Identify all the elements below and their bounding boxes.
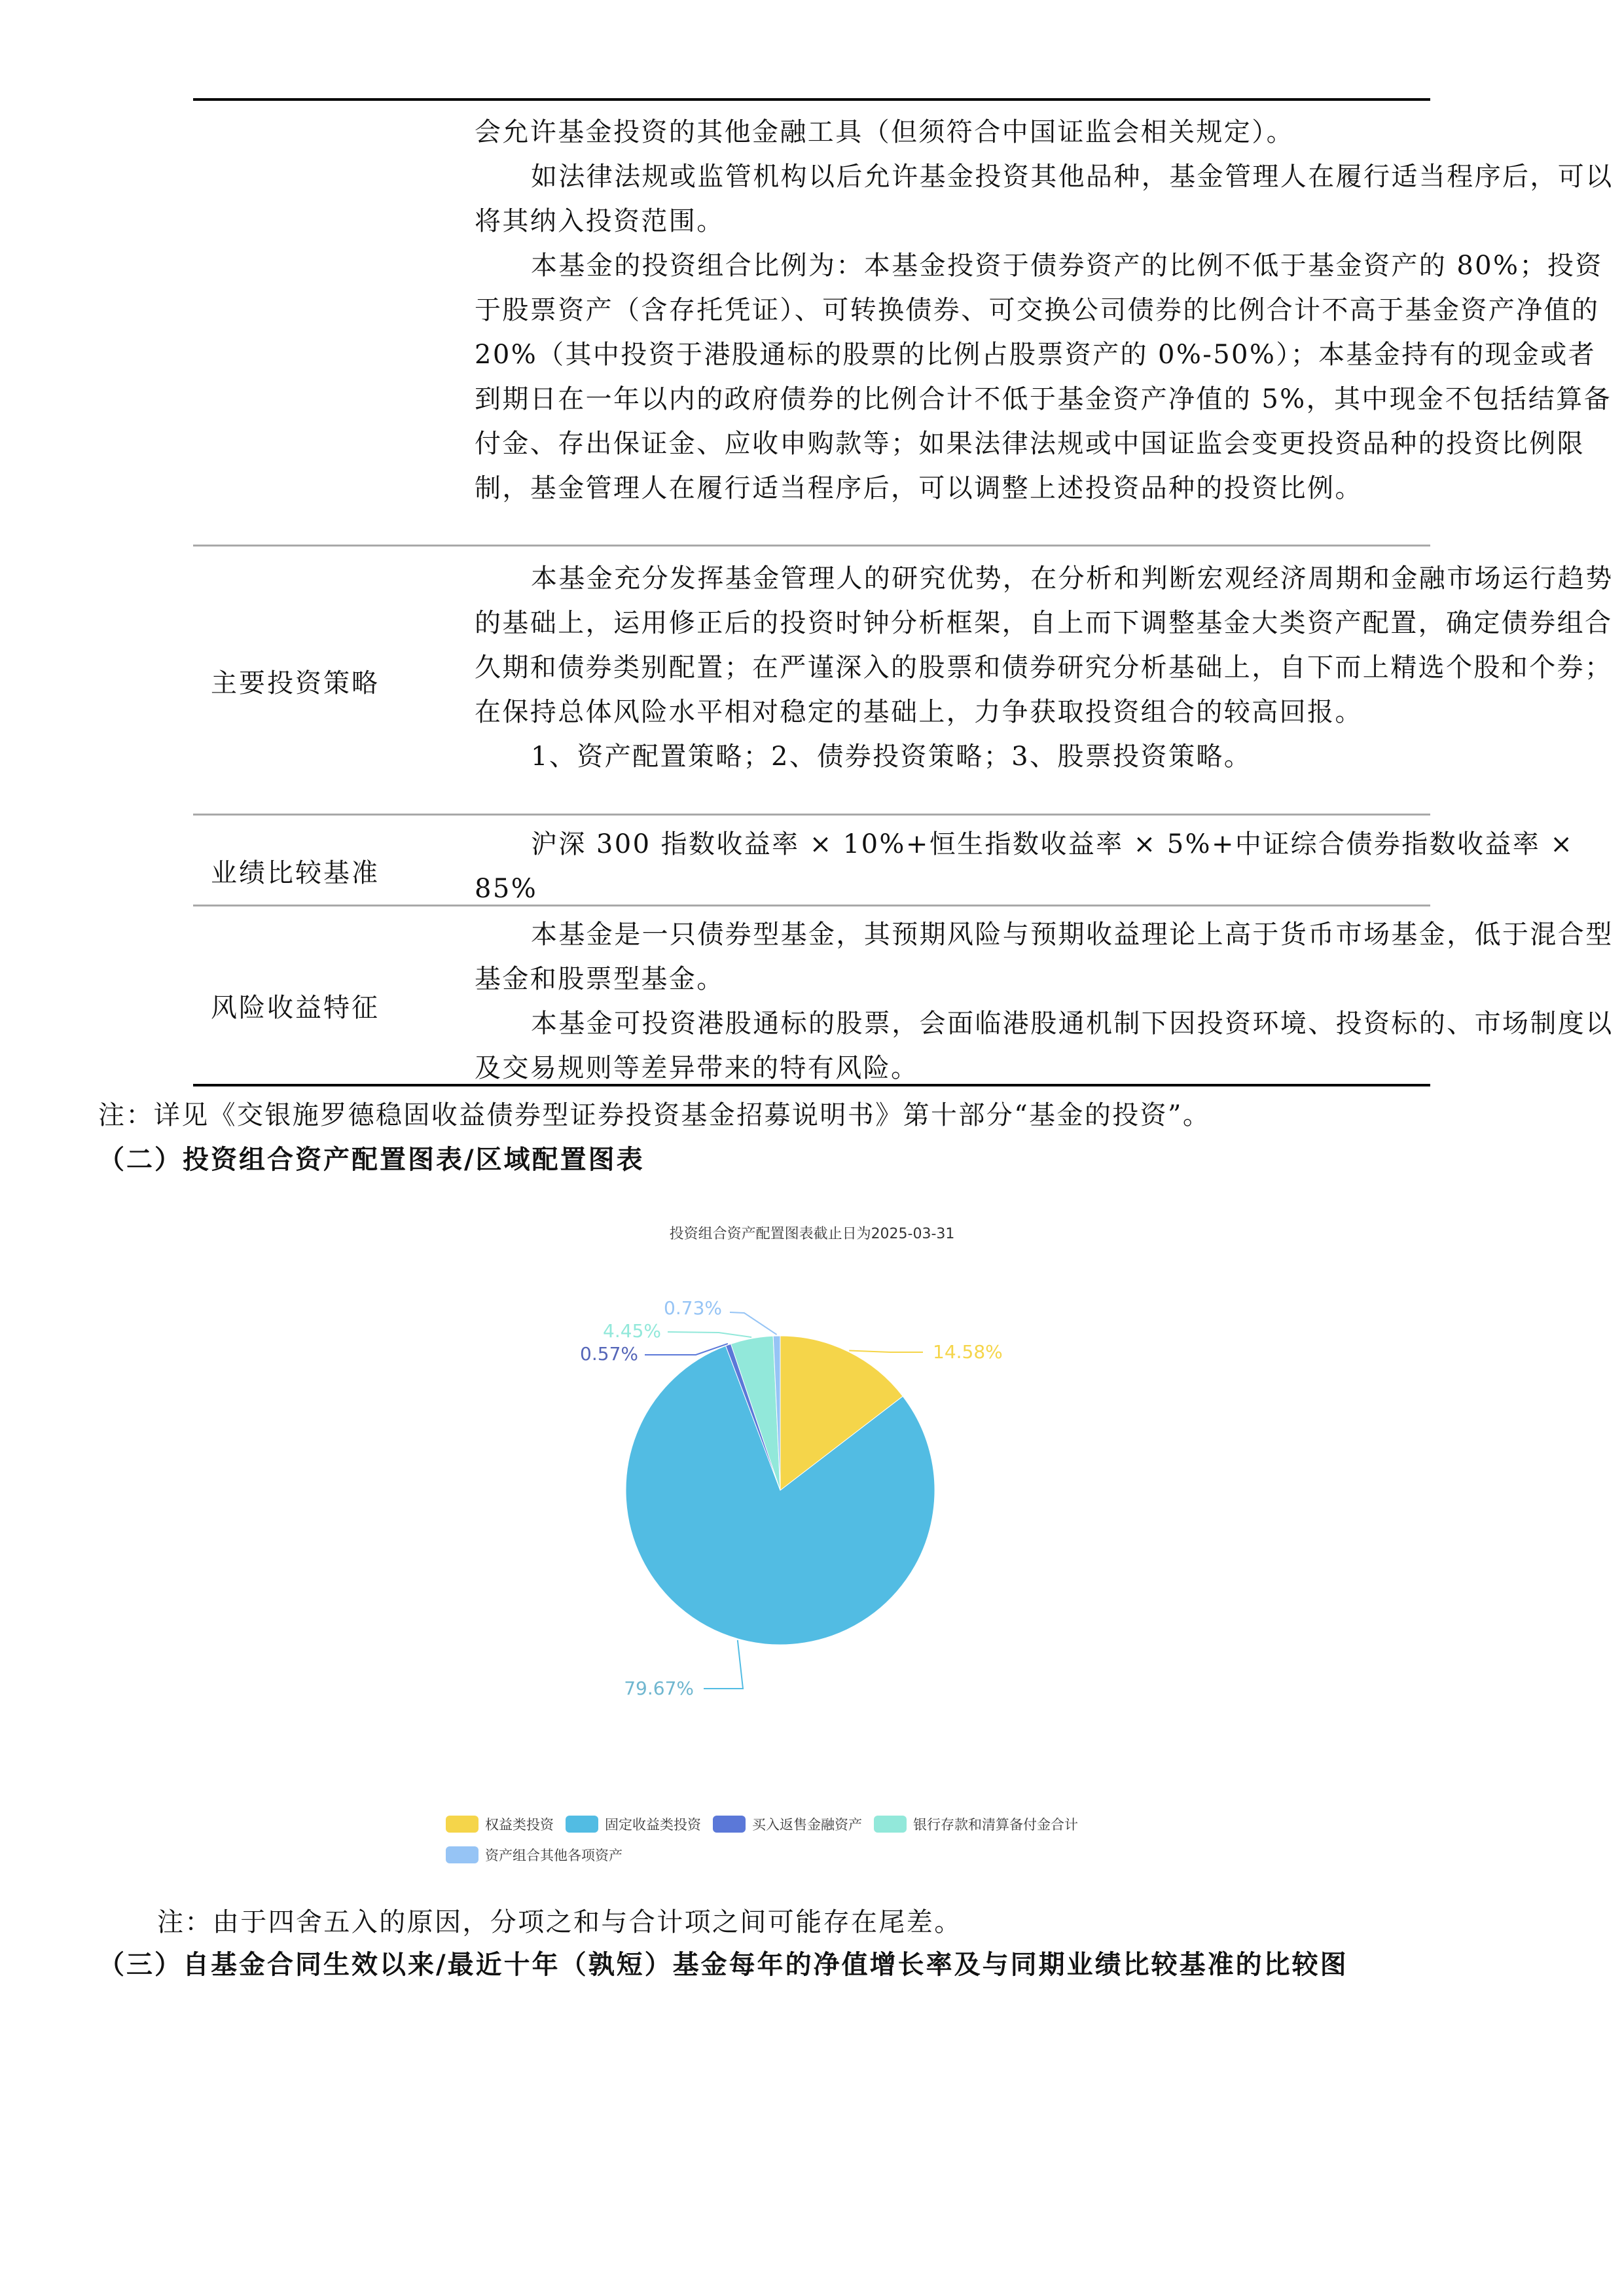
legend-swatch-icon [874, 1816, 907, 1833]
legend-swatch-icon [446, 1816, 478, 1833]
slice-percent-label: 4.45% [603, 1320, 661, 1342]
leader-line [730, 1312, 777, 1335]
section-heading-nav-growth: （三）自基金合同生效以来/最近十年（孰短）基金每年的净值增长率及与同期业绩比较基准的比较图 [98, 1950, 1348, 1980]
paragraph: 本基金的投资组合比例为：本基金投资于债券资产的比例不低于基金资产的 80%；投资于股票资产（含存托凭证）、可转换债券、可交换公司债券的比例合计不高于基金资产净值的 20%（其中投资于港股通标的股票的比例占股票资产的 0%-50%）；本基金持有的现金或者到期日在一年以内的政府债券的比例合计不低于基金资产净值的 5%，其中现金不包括结算备付金、存出保证金、应收申购款等；如果法律法规或中国证监会变更投资品种的投资比例限制，基金管理人在履行适当程序后，可以调整上述投资品种的投资比例。 [475, 251, 1612, 503]
paragraph: 会允许基金投资的其他金融工具（但须符合中国证监会相关规定）。 [475, 117, 1294, 147]
slice-percent-label: 0.73% [664, 1297, 722, 1319]
paragraph: 本基金是一只债券型基金，其预期风险与预期收益理论上高于货币市场基金，低于混合型基金和股票型基金。 [475, 920, 1614, 994]
row-label-strategy: 主要投资策略 [211, 668, 380, 698]
slice-percent-label: 0.57% [580, 1343, 638, 1365]
paragraph: 如法律法规或监管机构以后允许基金投资其他品种，基金管理人在履行适当程序后，可以将其纳入投资范围。 [475, 162, 1614, 236]
leader-line [849, 1351, 923, 1352]
legend-label: 权益类投资 [485, 1817, 554, 1833]
legend-swatch-icon [446, 1846, 478, 1863]
row-label-benchmark: 业绩比较基准 [211, 858, 380, 888]
legend-swatch-icon [713, 1816, 746, 1833]
rounding-footnote: 注：由于四舍五入的原因，分项之和与合计项之间可能存在尾差。 [157, 1907, 962, 1937]
legend-item-fixed-income[interactable] [566, 1814, 701, 1834]
paragraph: 沪深 300 指数收益率 × 10%+恒生指数收益率 × 5%+中证综合债券指数收益率 × 85% [475, 829, 1574, 904]
legend-item-equity[interactable] [446, 1814, 554, 1834]
legend-label: 资产组合其他各项资产 [485, 1848, 623, 1863]
legend-label: 买入返售金融资产 [752, 1817, 862, 1833]
chart-legend [446, 1813, 1231, 1874]
paragraph: 本基金可投资港股通标的股票，会面临港股通机制下因投资环境、投资标的、市场制度以及交易规则等差异带来的特有风险。 [475, 1009, 1614, 1083]
legend-label: 固定收益类投资 [605, 1817, 701, 1833]
section-heading-asset-allocation: （二）投资组合资产配置图表/区域配置图表 [98, 1145, 645, 1175]
legend-item-bank-deposits[interactable] [874, 1814, 1078, 1834]
paragraph: 本基金充分发挥基金管理人的研究优势，在分析和判断宏观经济周期和金融市场运行趋势的基础上，运用修正后的投资时钟分析框架，自上而下调整基金大类资产配置，确定债券组合久期和债券类别配置；在严谨深入的股票和债券研究分析基础上，自下而上精选个股和个券；在保持总体风险水平相对稳定的基础上，力争获取投资组合的较高回报。 [475, 564, 1614, 727]
legend-label: 银行存款和清算备付金合计 [913, 1817, 1078, 1833]
chart-title: 投资组合资产配置图表截止日为2025-03-31 [669, 1226, 955, 1242]
leader-line [704, 1640, 743, 1689]
slice-percent-label: 14.58% [933, 1341, 1003, 1363]
leader-line [668, 1332, 751, 1337]
slice-percent-label: 79.67% [624, 1677, 694, 1699]
row-label-risk-return: 风险收益特征 [211, 993, 380, 1023]
legend-swatch-icon [566, 1816, 598, 1833]
legend-item-reverse-repo[interactable] [713, 1814, 862, 1834]
paragraph: 1、资产配置策略；2、债券投资策略；3、股票投资策略。 [531, 742, 1252, 772]
legend-item-other-assets[interactable] [446, 1845, 623, 1865]
table-footnote: 注：详见《交银施罗德稳固收益债券型证券投资基金招募说明书》第十部分“基金的投资”。 [98, 1100, 1211, 1130]
